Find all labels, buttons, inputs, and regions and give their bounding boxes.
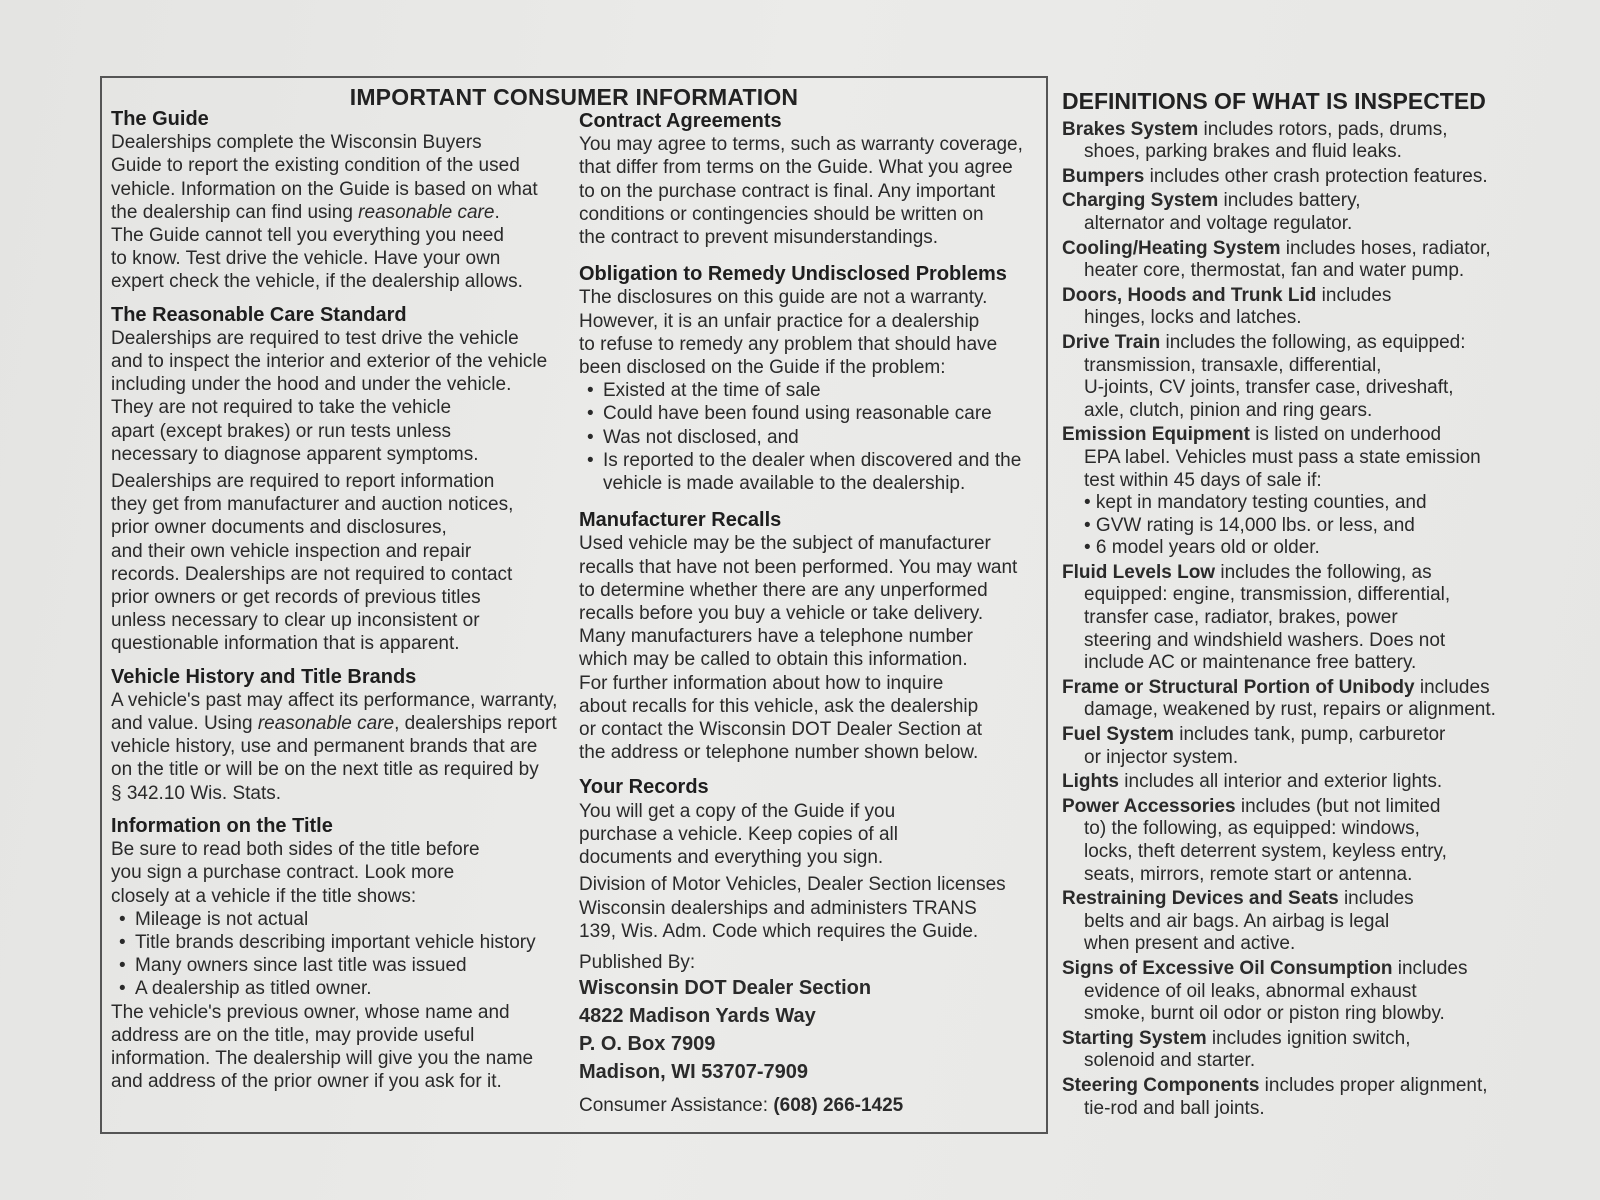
definition-text: includes <box>1316 284 1392 306</box>
definition-text-line: or injector system. <box>1084 746 1239 768</box>
text-line: For further information about how to inquire <box>579 672 944 694</box>
text-line: . <box>494 201 500 223</box>
consumer-assistance-label: Consumer Assistance: <box>579 1095 774 1117</box>
text-line: The Guide cannot tell you everything you need <box>111 225 504 247</box>
definition-term: Doors, Hoods and Trunk Lid <box>1062 284 1317 306</box>
obligation-bullets <box>579 379 1041 495</box>
definition-text: includes <box>1414 676 1490 698</box>
text-line: questionable information that is apparent. <box>111 633 460 655</box>
definition-text-line: axle, clutch, pinion and ring gears. <box>1084 399 1373 421</box>
heading-contract-agreements: Contract Agreements <box>579 110 782 132</box>
list-item: • Mileage is not actual <box>111 908 573 931</box>
definition-text: includes proper alignment, <box>1259 1074 1488 1096</box>
definition-term: Fluid Levels Low <box>1062 561 1216 583</box>
definition-text: is listed on underhood <box>1249 424 1442 446</box>
text-line: recalls before you buy a vehicle or take delivery. <box>579 603 984 625</box>
records-p2 <box>579 873 1041 943</box>
list-item: • Existed at the time of sale <box>579 379 1041 402</box>
definition-text-line: damage, weakened by rust, repairs or alignment. <box>1084 699 1496 721</box>
definition-text-line: hinges, locks and latches. <box>1084 307 1302 329</box>
address-line: Wisconsin DOT Dealer Section <box>579 977 872 1000</box>
text-line: vehicle history, use and permanent brands that are <box>111 736 538 758</box>
text-line: § 342.10 Wis. Stats. <box>111 782 282 804</box>
definition-text-line: belts and air bags. An airbag is legal <box>1084 910 1390 932</box>
definitions-column <box>1062 90 1582 1122</box>
definition-term: Restraining Devices and Seats <box>1062 888 1339 910</box>
definitions-title: DEFINITIONS OF WHAT IS INSPECTED <box>1062 88 1486 114</box>
emphasis: reasonable care <box>358 201 495 223</box>
list-item: • Title brands describing important vehicle history <box>111 931 573 954</box>
definition-term: Lights <box>1062 771 1119 793</box>
definition-term: Power Accessories <box>1062 795 1236 817</box>
definition-term: Signs of Excessive Oil Consumption <box>1062 957 1393 979</box>
definition-item <box>1062 332 1582 422</box>
text-line: including under the hood and under the vehicle. <box>111 374 512 396</box>
definition-text-line: steering and windshield washers. Does not <box>1084 629 1446 651</box>
definition-item <box>1062 888 1582 956</box>
text-line: to refuse to remedy any problem that should have <box>579 333 998 355</box>
text-line: However, it is an unfair practice for a dealership <box>579 310 980 332</box>
definition-text-line: to) the following, as equipped: windows, <box>1084 818 1420 840</box>
list-item: • Is reported to the dealer when discovered and the vehicle is made available to the dealership. <box>579 449 1041 495</box>
definition-term: Steering Components <box>1062 1074 1260 1096</box>
definition-item <box>1062 119 1582 164</box>
definition-text-line: • kept in mandatory testing counties, and <box>1084 492 1427 514</box>
text-line: , dealerships report <box>394 713 557 735</box>
definition-text: includes all interior and exterior lights. <box>1119 771 1443 793</box>
definition-term: Bumpers <box>1062 165 1145 187</box>
text-line: expert check the vehicle, if the dealership allows. <box>111 271 523 293</box>
emphasis: reasonable care <box>257 713 395 735</box>
text-line: records. Dealerships are not required to contact <box>111 563 513 585</box>
text-line: conditions or contingencies should be written on <box>579 203 984 225</box>
text-line: information. The dealership will give you the name <box>111 1047 534 1069</box>
definition-text-line: include AC or maintenance free battery. <box>1084 652 1417 674</box>
definition-item <box>1062 1028 1582 1073</box>
definition-text: includes rotors, pads, drums, <box>1198 118 1448 140</box>
column-middle <box>579 110 1041 1117</box>
text-line: they get from manufacturer and auction notices, <box>111 494 514 516</box>
title-info-bullets <box>111 908 573 1001</box>
text-line: and address of the prior owner if you ask for it. <box>111 1071 502 1093</box>
text-line: that differ from terms on the Guide. What you agree <box>579 157 1013 179</box>
definition-term: Frame or Structural Portion of Unibody <box>1062 676 1415 698</box>
definition-text-line: smoke, burnt oil odor or piston ring blowby. <box>1084 1003 1445 1025</box>
definition-text: includes tank, pump, carburetor <box>1173 724 1446 746</box>
text-line: The disclosures on this guide are not a warranty. <box>579 287 988 309</box>
definition-item <box>1062 677 1582 722</box>
definition-text: includes the following, as <box>1215 561 1432 583</box>
definition-item <box>1062 190 1582 235</box>
consumer-assistance <box>579 1094 1041 1117</box>
definition-text-line: evidence of oil leaks, abnormal exhaust <box>1084 980 1417 1002</box>
definition-text-line: test within 45 days of sale if: <box>1084 469 1322 491</box>
definition-text-line: locks, theft deterrent system, keyless entry, <box>1084 841 1447 862</box>
title-info-closing <box>111 1001 573 1094</box>
definition-term: Cooling/Heating System <box>1062 237 1281 259</box>
text-line: Division of Motor Vehicles, Dealer Section licenses <box>579 874 1006 896</box>
consumer-assistance-phone: (608) 266-1425 <box>773 1095 904 1117</box>
text-line: which may be called to obtain this information. <box>579 649 968 671</box>
text-line: and their own vehicle inspection and repair <box>111 540 472 562</box>
text-line: closely at a vehicle if the title shows: <box>111 885 417 907</box>
definition-term: Charging System <box>1062 190 1219 212</box>
definition-item <box>1062 562 1582 675</box>
text-line: documents and everything you sign. <box>579 847 884 869</box>
text-line: The vehicle's previous owner, whose name and <box>111 1001 510 1023</box>
definition-text-line: shoes, parking brakes and fluid leaks. <box>1084 141 1402 163</box>
definition-term: Drive Train <box>1062 331 1161 353</box>
definition-text-line: EPA label. Vehicles must pass a state emission <box>1084 446 1481 468</box>
definition-term: Starting System <box>1062 1027 1207 1049</box>
published-by-label: Published By: <box>579 951 696 973</box>
address-line: P. O. Box 7909 <box>579 1033 716 1056</box>
text-line: Guide to report the existing condition of the used <box>111 155 520 177</box>
definition-text-line: • GVW rating is 14,000 lbs. or less, and <box>1084 514 1415 536</box>
text-line: Dealerships are required to test drive the vehicle <box>111 327 519 349</box>
text-line: to on the purchase contract is final. Any important <box>579 180 996 202</box>
definition-text-line: transfer case, radiator, brakes, power <box>1084 607 1398 629</box>
records-p1 <box>579 800 1041 870</box>
definition-text-line: • 6 model years old or older. <box>1084 537 1320 559</box>
definition-text-line: when present and active. <box>1084 933 1296 955</box>
definition-text: includes (but not limited <box>1235 795 1441 817</box>
vehicle-history-text <box>111 689 573 805</box>
list-item: • Many owners since last title was issued <box>111 954 573 977</box>
heading-vehicle-history: Vehicle History and Title Brands <box>111 665 417 688</box>
heading-manufacturer-recalls: Manufacturer Recalls <box>579 509 782 532</box>
consumer-info-box <box>100 76 1048 1134</box>
text-line: recalls that have not been performed. You may want <box>579 556 1018 578</box>
definition-text: includes battery, <box>1218 190 1361 212</box>
list-item: • Could have been found using reasonable care <box>579 402 1041 425</box>
text-line: Used vehicle may be the subject of manufacturer <box>579 533 991 555</box>
definition-text: includes the following, as equipped: <box>1160 331 1466 353</box>
obligation-text <box>579 286 1041 379</box>
text-line: necessary to diagnose apparent symptoms. <box>111 443 479 465</box>
text-line: prior owner documents and disclosures, <box>111 517 447 539</box>
box-title: IMPORTANT CONSUMER INFORMATION <box>349 84 799 110</box>
text-line: and to inspect the interior and exterior of the vehicle <box>111 351 548 373</box>
address-line: Madison, WI 53707-7909 <box>579 1061 808 1084</box>
definition-text-line: alternator and voltage regulator. <box>1084 212 1353 234</box>
heading-your-records: Your Records <box>579 776 709 799</box>
text-line: the dealership can find using <box>111 201 359 223</box>
heading-the-guide: The Guide <box>111 108 209 130</box>
text-line: to determine whether there are any unperformed <box>579 579 988 601</box>
text-line: Many manufacturers have a telephone number <box>579 626 973 648</box>
text-line: Dealerships are required to report information <box>111 471 495 493</box>
definition-text-line: tie-rod and ball joints. <box>1084 1097 1265 1119</box>
title-info-text <box>111 838 573 908</box>
guide-text <box>111 131 573 293</box>
text-line: you sign a purchase contract. Look more <box>111 862 455 884</box>
text-line: and value. Using <box>111 713 258 735</box>
text-line: about recalls for this vehicle, ask the dealership <box>579 695 979 717</box>
text-line: A vehicle's past may affect its performance, warranty, <box>111 689 558 711</box>
contract-text <box>579 133 1041 249</box>
definition-text-line: solenoid and starter. <box>1084 1050 1256 1072</box>
definition-item <box>1062 424 1582 560</box>
definition-item <box>1062 1075 1582 1120</box>
definition-item <box>1062 166 1582 189</box>
definition-text-line: U-joints, CV joints, transfer case, driveshaft, <box>1084 377 1454 399</box>
definitions-list <box>1062 119 1582 1121</box>
text-line: been disclosed on the Guide if the problem: <box>579 357 946 379</box>
definition-text: includes <box>1392 957 1468 979</box>
text-line: vehicle. Information on the Guide is based on what <box>111 178 538 200</box>
column-left <box>111 108 573 1093</box>
definition-item <box>1062 958 1582 1026</box>
reasonable-care-p1 <box>111 327 573 466</box>
text-line: to know. Test drive the vehicle. Have your own <box>111 248 501 270</box>
definition-item <box>1062 285 1582 330</box>
definition-text: includes other crash protection features. <box>1144 165 1488 187</box>
heading-obligation: Obligation to Remedy Undisclosed Problems <box>579 263 1007 286</box>
text-line: Be sure to read both sides of the title before <box>111 839 480 861</box>
list-item: • A dealership as titled owner. <box>111 977 573 1000</box>
text-line: apart (except brakes) or run tests unless <box>111 420 452 442</box>
definition-term: Fuel System <box>1062 724 1174 746</box>
heading-reasonable-care: The Reasonable Care Standard <box>111 303 407 326</box>
heading-title-info: Information on the Title <box>111 814 333 837</box>
definition-text-line: equipped: engine, transmission, differential, <box>1084 584 1451 606</box>
text-line: You may agree to terms, such as warranty coverage, <box>579 134 1023 156</box>
list-item: • Was not disclosed, and <box>579 426 1041 449</box>
text-line: You will get a copy of the Guide if you <box>579 800 896 822</box>
text-line: unless necessary to clear up inconsistent or <box>111 610 480 632</box>
definition-text: includes hoses, radiator, <box>1280 237 1491 259</box>
reasonable-care-p2 <box>111 470 573 656</box>
definition-text-line: transmission, transaxle, differential, <box>1084 354 1382 376</box>
definition-term: Emission Equipment <box>1062 424 1250 446</box>
text-line: prior owners or get records of previous titles <box>111 587 481 609</box>
text-line: They are not required to take the vehicle <box>111 397 452 419</box>
text-line: on the title or will be on the next title as required by <box>111 759 539 781</box>
definition-term: Brakes System <box>1062 118 1199 140</box>
recalls-text <box>579 532 1041 764</box>
definition-text-line: seats, mirrors, remote start or antenna. <box>1084 863 1413 885</box>
text-line: or contact the Wisconsin DOT Dealer Section at <box>579 719 983 741</box>
address-line: 4822 Madison Yards Way <box>579 1005 816 1028</box>
definition-text: includes <box>1338 888 1414 910</box>
text-line: Wisconsin dealerships and administers TRANS <box>579 897 977 919</box>
definition-item <box>1062 771 1582 794</box>
definition-item <box>1062 796 1582 886</box>
definition-text: includes ignition switch, <box>1206 1027 1411 1049</box>
text-line: purchase a vehicle. Keep copies of all <box>579 823 898 845</box>
text-line: the contract to prevent misunderstandings. <box>579 227 939 249</box>
definition-item <box>1062 238 1582 283</box>
definition-item <box>1062 724 1582 769</box>
text-line: Dealerships complete the Wisconsin Buyers <box>111 132 482 154</box>
publisher-address <box>579 974 1041 1086</box>
text-line: the address or telephone number shown below. <box>579 742 979 764</box>
definition-text-line: heater core, thermostat, fan and water pump. <box>1084 260 1465 282</box>
text-line: address are on the title, may provide useful <box>111 1024 475 1046</box>
text-line: 139, Wis. Adm. Code which requires the Guide. <box>579 920 979 942</box>
